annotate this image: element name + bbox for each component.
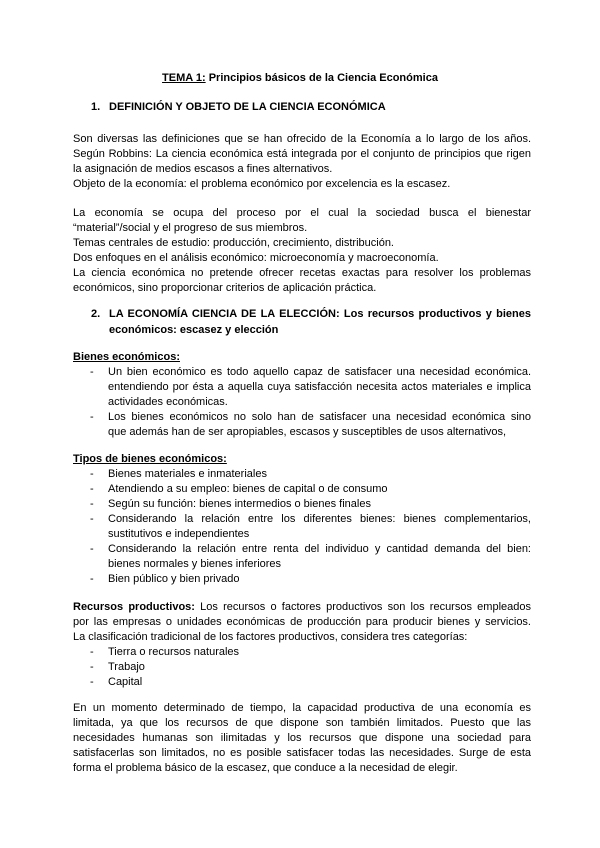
list-item — [73, 675, 531, 690]
list-item-line: Bienes materiales e inmateriales — [108, 468, 267, 480]
text-line: Objeto de la economía: el problema económico por excelencia es la escasez. — [73, 178, 451, 190]
section-1-heading — [91, 99, 531, 115]
text-line: satisfacerlas son limitados, no es posible satisfacer todas las necesidades. Surge de esta — [73, 747, 531, 759]
section-1-paragraph-2 — [73, 206, 531, 296]
dash-bullet: - — [90, 661, 94, 673]
list-item-line: actividades económicas. — [108, 396, 228, 408]
text-line: En un momento determinado de tiempo, la capacidad productiva de una economía es — [73, 702, 531, 714]
dash-bullet: - — [90, 543, 94, 555]
text-line: La clasificación tradicional de los factores productivos, considera tres categorías: — [73, 631, 468, 643]
recursos-label: Recursos productivos: — [73, 601, 195, 613]
text-line: limitada, ya que los recursos de que dispone son también limitados. Puesto que las — [73, 717, 531, 729]
list-item-line: Bien público y bien privado — [108, 573, 240, 585]
text-line: necesidades humanas son ilimitadas y los recursos que dispone una sociedad para — [73, 732, 531, 744]
text-line: forma el problema básico de la escasez, que conduce a la necesidad de elegir. — [73, 762, 458, 774]
list-item-line: bienes normales y bienes inferiores — [108, 558, 282, 570]
list-item-line: que además han de ser apropiables, escasos y susceptibles de usos alternativos, — [108, 426, 507, 438]
dash-bullet: - — [90, 366, 94, 378]
text-line: La ciencia económica no pretende ofrecer recetas exactas para resolver los problemas — [73, 267, 531, 279]
section-1-number: 1. — [91, 101, 101, 113]
list-item — [73, 410, 531, 440]
list-item — [73, 645, 531, 660]
page-title — [0, 71, 600, 85]
list-item — [73, 512, 531, 542]
list-item-line: Atendiendo a su empleo: bienes de capital o de consumo — [108, 483, 388, 495]
list-item-line: Tierra o recursos naturales — [108, 646, 240, 658]
text-line: Dos enfoques en el análisis económico: microeconomía y macroeconomía. — [73, 252, 439, 264]
list-item — [73, 572, 531, 587]
bienes-list — [73, 365, 531, 440]
list-item-line: Según su función: bienes intermedios o bienes finales — [108, 498, 371, 510]
tipos-bienes-section — [73, 452, 531, 587]
text-line: económicos, sino proporcionar criterios de aplicación práctica. — [73, 282, 377, 294]
recursos-list — [73, 645, 531, 690]
recursos-text: Los recursos o factores productivos son los recursos empleados — [194, 601, 531, 613]
section-1-title: DEFINICIÓN Y OBJETO DE LA CIENCIA ECONÓMICA — [109, 101, 386, 113]
list-item — [73, 482, 531, 497]
title-text: Principios básicos de la Ciencia Económica — [205, 72, 438, 84]
list-item-line: sustitutivos e independientes — [108, 528, 250, 540]
title-prefix: TEMA 1: — [162, 72, 206, 84]
recursos-line-1 — [73, 600, 531, 615]
text-line: Temas centrales de estudio: producción, crecimiento, distribución. — [73, 237, 394, 249]
dash-bullet: - — [90, 468, 94, 480]
dash-bullet: - — [90, 676, 94, 688]
dash-bullet: - — [90, 513, 94, 525]
text-line: Son diversas las definiciones que se han ofrecido de la Economía a lo largo de los años. — [73, 133, 531, 145]
text-line: La economía se ocupa del proceso por el cual la sociedad busca el bienestar — [73, 207, 531, 219]
list-item-line: entendiendo por ésta a aquella cuya satisfacción necesita actos materiales e implica — [108, 381, 531, 393]
list-item-line: Capital — [108, 676, 143, 688]
tipos-list — [73, 467, 531, 587]
text-line: “material”/social y el progreso de sus miembros. — [73, 222, 308, 234]
section-2-heading — [91, 306, 531, 338]
dash-bullet: - — [90, 483, 94, 495]
section-1-paragraph-1 — [73, 132, 531, 192]
list-item-line: Considerando la relación entre renta del individuo y cantidad demanda del bien: — [108, 543, 531, 555]
list-item — [73, 467, 531, 482]
section-2-number: 2. — [91, 308, 101, 320]
list-item-line: Trabajo — [108, 661, 145, 673]
dash-bullet: - — [90, 646, 94, 658]
closing-paragraph — [73, 701, 531, 776]
dash-bullet: - — [90, 411, 94, 423]
list-item — [73, 497, 531, 512]
list-item — [73, 660, 531, 675]
bienes-economicos-section — [73, 350, 531, 440]
text-line: la asignación de medios escasos a fines alternativos. — [73, 163, 333, 175]
list-item-line: Los bienes económicos no solo han de satisfacer una necesidad económica sino — [108, 411, 531, 423]
text-line: por las empresas o unidades económicas de producción para producir bienes y servicios. — [73, 616, 531, 628]
list-item-line: Un bien económico es todo aquello capaz de satisfacer una necesidad económica. — [108, 366, 531, 378]
list-item — [73, 542, 531, 572]
section-2-title-line-1: LA ECONOMÍA CIENCIA DE LA ELECCIÓN: Los recursos productivos y bienes — [109, 308, 531, 320]
section-2-title-line-2: económicos: escasez y elección — [109, 324, 279, 336]
dash-bullet: - — [90, 573, 94, 585]
list-item-line: Considerando la relación entre los diferentes bienes: bienes complementarios, — [108, 513, 531, 525]
tipos-heading: Tipos de bienes económicos: — [73, 453, 227, 465]
dash-bullet: - — [90, 498, 94, 510]
list-item — [73, 365, 531, 410]
text-line: Según Robbins: La ciencia económica está integrada por el conjunto de principios que rigen — [73, 148, 531, 160]
bienes-heading: Bienes económicos: — [73, 351, 180, 363]
recursos-productivos-section — [73, 600, 531, 690]
